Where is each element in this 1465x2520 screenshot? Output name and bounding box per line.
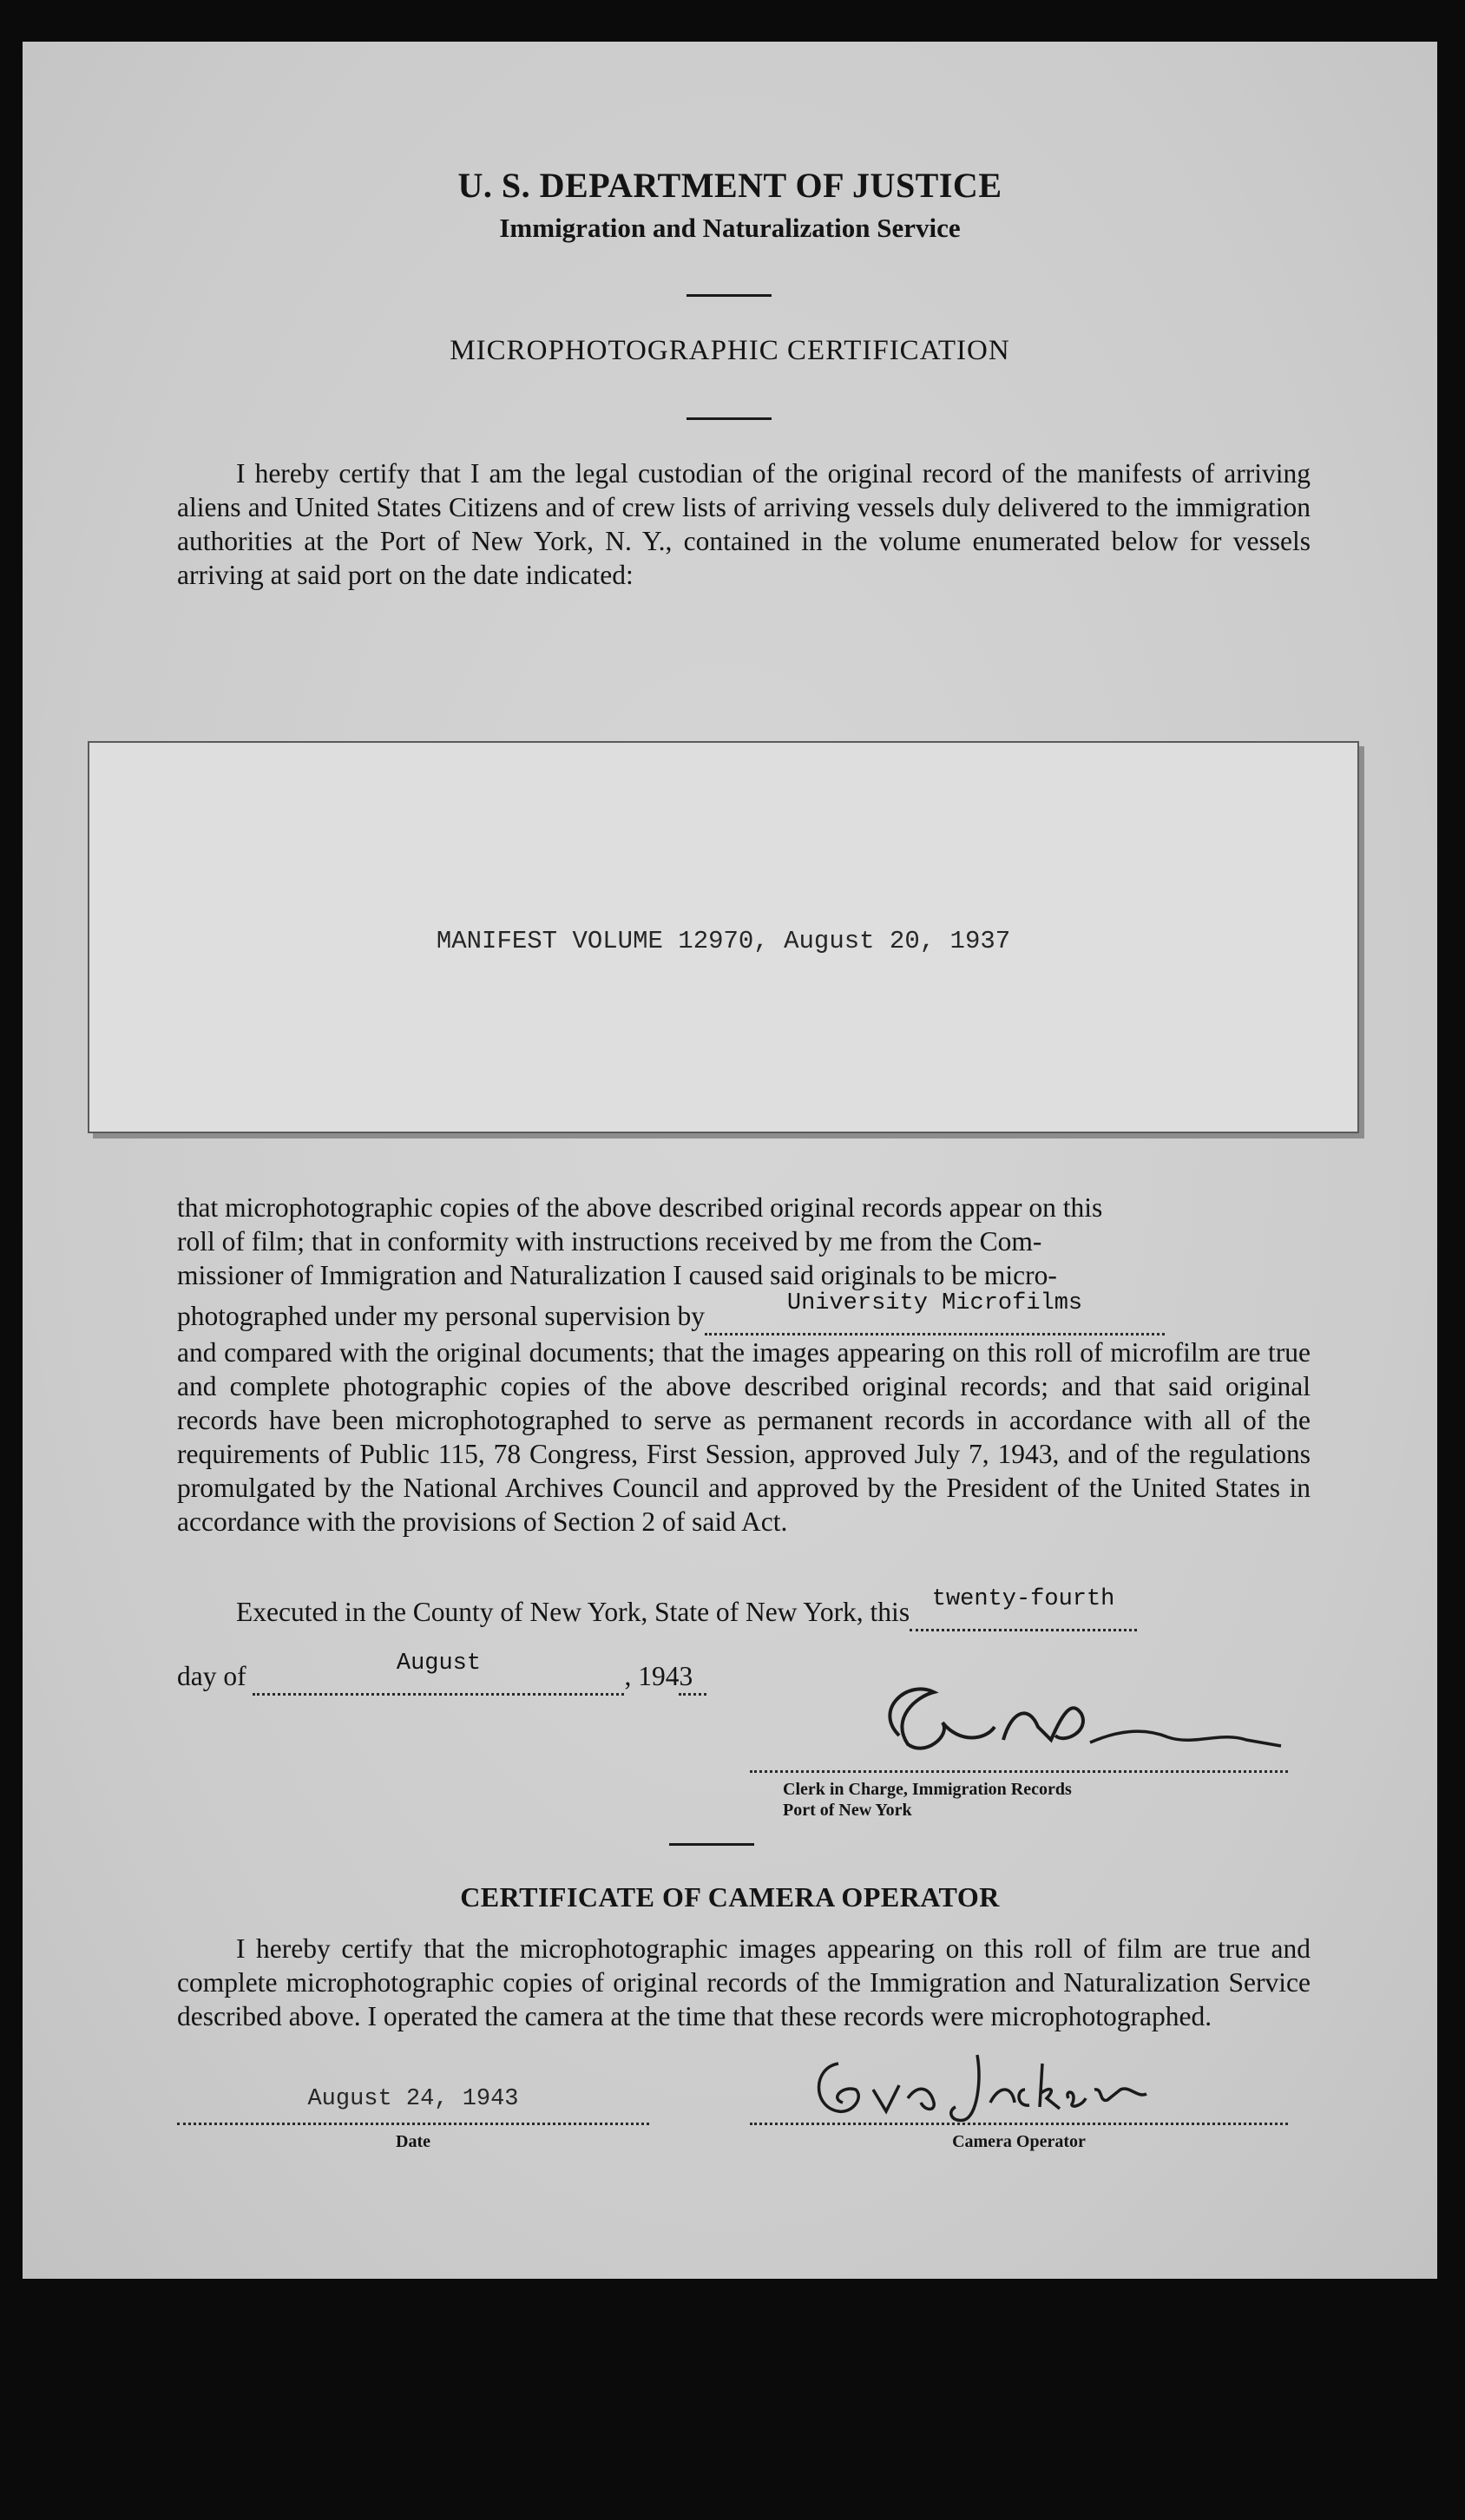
service-subheading: Immigration and Naturalization Service [499,213,961,243]
date-label: Date [396,2132,430,2151]
certification-title: MICROPHOTOGRAPHIC CERTIFICATION [450,335,1010,366]
day-value: twenty-fourth [931,1586,1115,1612]
supervision-text: photographed under my personal supervision by [177,1301,706,1331]
operator-signature-line [750,2123,1288,2125]
title-divider [687,417,772,420]
clerk-title-line-2: Port of New York [783,1801,912,1820]
camera-operator-title: CERTIFICATE OF CAMERA OPERATOR [460,1881,1000,1913]
body-line-3: missioner of Immigration and Naturalization I caused said originals to be micro- [177,1260,1057,1290]
intro-paragraph: I hereby certify that I am the legal custodian of the original record of the manifests of arriving aliens and United States Citizens and of crew lists of arriving vessels duly delivered to the immigration authorities at the Port of New York, N. Y., contained in the volume enumerated below for vessels arriving at said port on the date indicated: [177,458,1311,590]
body-line-1: that microphotographic copies of the above described original records appear on this [177,1192,1103,1223]
day-field [910,1586,1137,1631]
clerk-title [783,1779,1072,1821]
certificate-sheet [23,42,1437,2279]
day-of-text: day of [177,1661,246,1691]
month-field [253,1650,624,1696]
camera-operator-label: Camera Operator [952,2132,1086,2151]
executed-line [236,1586,1312,1631]
date-signature-line [177,2123,649,2125]
microfilmed-by-value: University Microfilms [786,1290,1083,1316]
day-of-line [177,1650,785,1696]
clerk-signature-text: Geo Bacon [960,1759,1022,1774]
clerk-signature [856,1675,1307,1779]
department-heading: U. S. DEPARTMENT OF JUSTICE [457,166,1002,205]
clerk-signature-line [750,1770,1288,1773]
body-line-4 [177,1290,1311,1335]
operator-signature [804,2038,1220,2133]
microfilmed-by-field [705,1290,1165,1335]
clerk-title-line-1: Clerk in Charge, Immigration Records [783,1780,1072,1799]
body-line-2: roll of film; that in conformity with instructions received by me from the Com- [177,1226,1042,1257]
year-digit: 3 [679,1661,693,1691]
manifest-volume-text: MANIFEST VOLUME 12970, August 20, 1937 [436,927,1011,955]
section-divider [669,1843,754,1846]
month-value: August [396,1650,482,1677]
year-prefix: , 194 [624,1661,680,1691]
body-rest: and compared with the original documents; that the images appearing on this roll of microfilm are true and complete photographic copies of the above described original records; and that said original records have been microphotographed to serve as permanent records in accordance with all of the requirements of Public 115, 78 Congress, First Session, approved July 7, 1943, and of the regulations promulgated by the National Archives Council and approved by the President of the United States in accordance with the provisions of Section 2 of said Act. [177,1337,1311,1537]
operator-date-value: August 24, 1943 [307,2086,519,2112]
executed-text: Executed in the County of New York, State of New York, this [236,1597,910,1627]
header-divider [687,294,772,297]
manifest-slip [88,741,1359,1133]
year-field [679,1659,706,1696]
operator-signature-text: Eva Jackson [934,2120,1003,2133]
certification-body [177,1191,1311,1539]
camera-operator-statement: I hereby certify that the microphotographic images appearing on this roll of film are true and complete microphotographic copies of original records of the Immigration and Naturalization Service described above. I operated the camera at the time that these records were microphotographed. [177,1933,1311,2031]
